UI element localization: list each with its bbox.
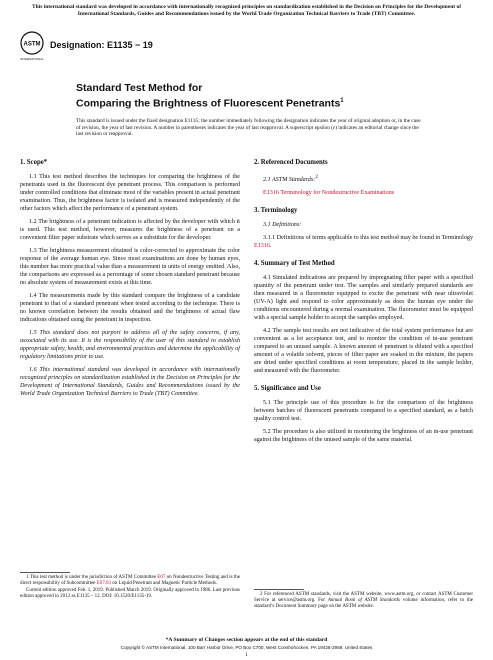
svg-text:INTERNATIONAL: INTERNATIONAL xyxy=(20,57,44,61)
footnote-rule xyxy=(254,589,304,590)
footnote-2 xyxy=(254,589,473,610)
para-1-6: 1.6 This international standard was developed in accordance with internationally recognized principles on standardization established in the Decision on Principles for the Development of International Standards, Guides and Recommendations issued by the World Trade Organization Technical Barriers to Trade (TBT) Committee. xyxy=(20,367,240,397)
para-1-2: 1.2 The brightness of a penetrant indication is affected by the developer with which it is used. This test method, however, measures the brightness of a penetrant on a convenient filter paper substrate which serves as a substitute for the developer. xyxy=(20,219,240,241)
para-1-5: 1.5 This standard does not purport to address all of the safety concerns, if any, associated with its use. It is the responsibility of the user of this standard to establish appropriate safety, health, and environmental practices and determine the applicability of regulatory limitations prior to use. xyxy=(20,330,240,360)
section-3-heading: 3. Terminology xyxy=(254,207,298,215)
para-4-1: 4.1 Simulated indications are prepared by impregnating filter paper with a specified quantity of the penetrant under test. The samples and similarly prepared standards are then measured in a fluorometer equipped to excite the penetrant with near ultraviolet (UV-A) light and respond to color approximately as does the human eye under the conditions encountered during a normal examination. The fluorometer must be equipped with a special sample holder to accept the samples employed. xyxy=(254,275,473,322)
footnote-marker-2: 2 xyxy=(315,174,318,180)
footnote-rule xyxy=(20,572,70,573)
right-column xyxy=(254,159,473,449)
footnote-1b: Current edition approved Feb. 1, 2019. Published March 2019. Originally approved in 1986. Last previous edition approved in 2012 as E1135 – 12. DOI: 10.1520/E1135-19. xyxy=(20,588,240,599)
title-line-1: Standard Test Method for xyxy=(76,82,203,94)
astm-logo xyxy=(20,31,44,62)
para-1-4: 1.4 The measurements made by this standard compare the brightness of a candidate penetrant to that of a standard penetrant when tested according to the technique. There is no known correlation between the results obtained and the brightness of actual flaw indications obtained using the penetrant in inspection. xyxy=(20,293,240,323)
summary-of-changes-note: *A Summary of Changes section appears at the end of this standard xyxy=(165,637,328,643)
terminology-link[interactable]: E1316 xyxy=(254,243,270,250)
issue-note: This standard is issued under the fixed designation E1135; the number immediately following the designation indicates the year of original adoption or, in the case of revision, the year of last revision. A number in parentheses indicates the year of last reapproval. A superscript epsilon (ε) indicates an editorial change since the last revision or reapproval. xyxy=(76,118,421,138)
reference-code-link[interactable]: E1316 xyxy=(263,190,279,197)
para-5-1: 5.1 The principle use of this procedure is for the comparison of the brightness between batches of fluorescent penetrants compared to a specified standard, as a batch quality control test. xyxy=(254,400,473,423)
page-number: 1 xyxy=(245,652,248,658)
footnote-2-text: 2 For referenced ASTM standards, visit the ASTM website, www.astm.org, or contact ASTM Customer Service at service@astm.org. For Annual Book of ASTM Standards volume information, refer to the standard’s Document Summary page on the ASTM website. xyxy=(254,592,473,609)
section-2-heading: 2. Referenced Documents xyxy=(254,159,328,166)
designation: Designation: E1135 − 19 xyxy=(50,40,153,50)
wto-notice: This international standard was developed in accordance with internationally recognized principles on standardization established in the Decision on Principles for the Development of International Standards, Guides and Recommendations issued by the World Trade Organization Technical Barriers to Trade (TBT) Committee. xyxy=(31,4,462,17)
para-1-1: 1.1 This test method describes the techniques for comparing the brightness of the penetrants used in the fluorescent dye penetrant process. This comparison is performed under controlled conditions that eliminate most of the variables present in actual penetrant examination. Thus, the brightness factor is isolated and is measured independently of the other factors which affect the performance of a penetrant system. xyxy=(20,174,240,212)
footnote-1 xyxy=(20,572,240,600)
reference-title-link[interactable]: Terminology for Nondestructive Examinations xyxy=(280,190,395,197)
reference-item[interactable] xyxy=(254,189,473,197)
para-4-2: 4.2 The sample test results are not indicative of the total system performance but are convenient as a lot acceptance test, and to monitor the condition of in-use penetrant compared to an unused sample. A known amount of penetrant is diluted with a specified amount of a volatile solvent, pieces of filter paper are soaked in the mixture, the papers are dried under specified conditions at room temperature, placed in the sample holder, and measured with the fluorometer. xyxy=(254,328,473,375)
title-main: Comparing the Brightness of Fluorescent Penetrants xyxy=(76,97,341,110)
para-3-1-1: 3.1.1 Definitions of terms applicable to this test method may be found in Terminology E1316. xyxy=(254,235,473,250)
section-5-heading: 5. Significance and Use xyxy=(254,385,321,393)
para-3-1: 3.1 Definitions: xyxy=(263,222,302,229)
para-2-1: 2.1 ASTM Standards:$^2$ xyxy=(263,174,318,184)
title-line-2 xyxy=(76,95,436,111)
document-title xyxy=(76,82,436,111)
section-1-heading: 1. Scope* xyxy=(20,159,48,166)
footnote-1a: 1 This test method is under the jurisdiction of ASTM Committee E07 on Nondestructive Testing and is the direct responsibility of Subcommittee E07.03 on Liquid Penetrant and Magnetic Particle Methods. xyxy=(20,575,240,586)
para-1-3: 1.3 The brightness measurement obtained is color-corrected to approximate the color response of the average human eye. Since most examinations are done by human eyes, this number has more practical value than a measurement in units of energy emitted. Also, the comparisons are expressed as a percentage of some chosen standard penetrant because no absolute system of measurement exists at this time. xyxy=(20,248,240,286)
section-4-heading: 4. Summary of Test Method xyxy=(254,260,335,268)
committee-link[interactable]: E07 xyxy=(157,575,166,580)
subcommittee-link[interactable]: E07.03 xyxy=(96,581,111,586)
title-footnote-marker: 1 xyxy=(340,98,344,104)
copyright-line: Copyright © ASTM International, 100 Barr Harbor Drive, PO Box C700, West Conshohocken, PA 19428-2959. United States xyxy=(120,645,373,650)
para-5-2: 5.2 The procedure is also utilized in monitoring the brightness of an in-use penetrant against the brightness of the unused sample of the same material. xyxy=(254,429,473,444)
svg-text:ASTM: ASTM xyxy=(23,41,41,48)
left-column xyxy=(20,159,240,403)
